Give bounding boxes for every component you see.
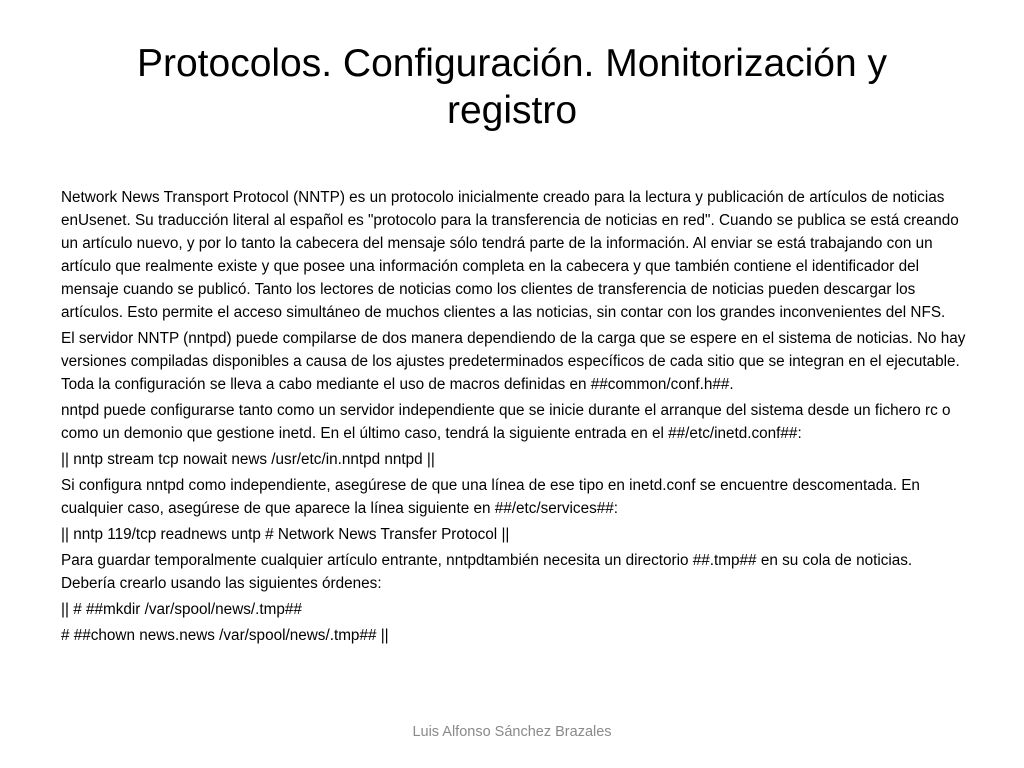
slide-footer-author: Luis Alfonso Sánchez Brazales <box>412 724 612 740</box>
chown-command-line: # ##chown news.news /var/spool/news/.tmp## || <box>61 627 389 644</box>
services-entry-line: || nntp 119/tcp readnews untp # Network News Transfer Protocol || <box>61 526 510 543</box>
paragraph-nntp-intro: Network News Transport Protocol (NNTP) es un protocolo inicialmente creado para la lectura y publicación de artículos de noticias enUsenet. Su traducción literal al español es "protocolo para la transferencia de noticias en red". Cuando se publica se está creando un artículo nuevo, y por lo tanto la cabecera del mensaje sólo tendrá parte de la información. Al enviar se está trabajando con un artículo que realmente existe y que posee una información completa en la cabecera y que también contiene el identificador del mensaje cuando se publicó. Tanto los lectores de noticias como los clientes de transferencia de noticias pueden descargar los artículos. Esto permite el acceso simultáneo de muchos clientes a las noticias, sin contar con los grandes inconvenientes del NFS. <box>61 189 959 321</box>
slide-body <box>61 186 966 650</box>
paragraph-nntp-server: El servidor NNTP (nntpd) puede compilarse de dos manera dependiendo de la carga que se espere en el sistema de noticias. No hay versiones compiladas disponibles a causa de los ajustes predeterminados específicos de cada sitio que se integran en el ejecutable. Toda la configuración se lleva a cabo mediante el uso de macros definidas en ##common/conf.h##. <box>61 330 966 393</box>
slide-title: Protocolos. Configuración. Monitorización y registro <box>136 42 888 132</box>
paragraph-independent-config: Si configura nntpd como independiente, asegúrese de que una línea de ese tipo en inetd.conf se encuentre descomentada. En cualquier caso, asegúrese de que aparece la línea siguiente en ##/etc/services##: <box>61 477 920 517</box>
paragraph-temp-directory: Para guardar temporalmente cualquier artículo entrante, nntpdtambién necesita un directorio ##.tmp## en su cola de noticias. Debería crearlo usando las siguientes órdenes: <box>61 552 913 592</box>
paragraph-nntpd-config: nntpd puede configurarse tanto como un servidor independiente que se inicie durante el arranque del sistema desde un fichero rc o como un demonio que gestione inetd. En el último caso, tendrá la siguiente entrada en el ##/etc/inetd.conf##: <box>61 402 951 442</box>
mkdir-command-line: || # ##mkdir /var/spool/news/.tmp## <box>61 601 302 618</box>
inetd-entry-line: || nntp stream tcp nowait news /usr/etc/in.nntpd nntpd || <box>61 451 435 468</box>
